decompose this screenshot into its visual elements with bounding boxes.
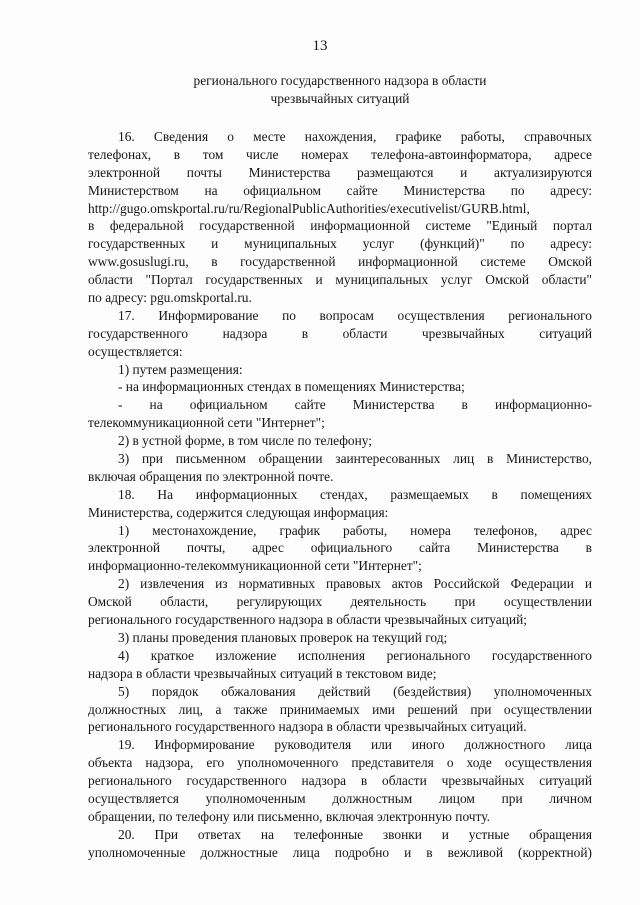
paragraph-line: по адресу: pgu.omskportal.ru. <box>88 290 252 306</box>
paragraph <box>88 522 592 576</box>
paragraph-line: http://gugo.omskportal.ru/ru/RegionalPublicAuthorities/executivelist/GURB.html, <box>88 200 530 216</box>
heading-line: регионального государственного надзора в области <box>193 73 487 88</box>
paragraph <box>88 307 592 361</box>
paragraph-line: электронной почты, адрес официального сайта Министерства в <box>88 540 592 556</box>
paragraph <box>88 396 592 432</box>
paragraph-line: информационно-телекоммуникационной сети "Интернет"; <box>88 558 422 574</box>
paragraph-line: 1) путем размещения: <box>118 361 243 377</box>
paragraph-line: регионального государственного надзора в области чрезвычайных ситуаций <box>88 773 592 789</box>
paragraph-line: 4) краткое изложение исполнения регионального государственного <box>118 647 592 663</box>
paragraph-line: 2) извлечения из нормативных правовых актов Российской Федерации и <box>118 576 592 592</box>
paragraph-line: регионального государственного надзора в области чрезвычайных ситуаций. <box>88 719 527 735</box>
paragraph-line: 3) при письменном обращении заинтересованных лиц в Министерство, <box>118 451 592 467</box>
paragraph-line: 18. На информационных стендах, размещаемых в помещениях <box>118 486 592 502</box>
paragraph-line: обращении, по телефону или письменно, включая электронную почту. <box>88 808 490 824</box>
paragraph <box>88 361 592 379</box>
paragraph <box>88 378 592 396</box>
paragraph-line: области "Портал государственных и муниципальных услуг Омской области" <box>88 272 592 288</box>
paragraph-line: государственных и муниципальных услуг (функций)" по адресу: <box>88 236 592 252</box>
paragraph-line: 17. Информирование по вопросам осуществления регионального <box>118 307 592 323</box>
paragraph-line: электронной почты Министерства размещаются и актуализируются <box>88 164 592 180</box>
document-body <box>88 128 592 862</box>
paragraph-line: 16. Сведения о месте нахождения, графике работы, справочных <box>118 129 592 144</box>
paragraph-line: осуществляется: <box>88 343 183 359</box>
paragraph-line: 20. При ответах на телефонные звонки и устные обращения <box>118 826 592 842</box>
paragraph-line: телефонах, в том числе номерах телефона-автоинформатора, адресе <box>88 146 592 162</box>
paragraph-line: 2) в устной форме, в том числе по телефону; <box>118 433 373 449</box>
paragraph-line: Омской области, регулирующих деятельность при осуществлении <box>88 594 592 610</box>
paragraph-line: - на информационных стендах в помещениях Министерства; <box>118 379 465 395</box>
paragraph-line: телекоммуникационной сети "Интернет"; <box>88 415 325 431</box>
paragraph <box>88 683 592 737</box>
paragraph-line: в федеральной государственной информационной системе "Единый портал <box>88 218 592 234</box>
paragraph <box>88 575 592 629</box>
paragraph <box>88 450 592 486</box>
paragraph <box>88 432 592 450</box>
paragraph-line: надзора в области чрезвычайных ситуаций в текстовом виде; <box>88 665 437 681</box>
page-number: 13 <box>312 38 328 54</box>
paragraph <box>88 736 592 825</box>
paragraph-line: осуществляется уполномоченным должностным лицом при личном <box>88 790 592 806</box>
paragraph <box>88 486 592 522</box>
paragraph-line: регионального государственного надзора в области чрезвычайных ситуаций; <box>88 612 527 628</box>
paragraph-line: 1) местонахождение, график работы, номера телефонов, адрес <box>118 522 592 538</box>
paragraph-line: www.gosuslugi.ru, в государственной информационной системе Омской <box>88 254 592 270</box>
heading-line: чрезвычайных ситуаций <box>270 91 410 106</box>
paragraph-line: государственного надзора в области чрезвычайных ситуаций <box>88 325 592 341</box>
paragraph-line: - на официальном сайте Министерства в информационно- <box>118 397 592 413</box>
paragraph-line: Министерством на официальном сайте Министерства по адресу: <box>88 182 592 198</box>
paragraph-line: Министерства, содержится следующая информация: <box>88 504 389 520</box>
paragraph <box>88 128 592 307</box>
paragraph <box>88 647 592 683</box>
paragraph-line: уполномоченные должностные лица подробно и в вежливой (корректной) <box>88 844 592 860</box>
paragraph-line: включая обращения по электронной почте. <box>88 468 334 484</box>
paragraph <box>88 629 592 647</box>
paragraph-line: 19. Информирование руководителя или иного должностного лица <box>118 737 592 753</box>
section-heading <box>90 72 590 108</box>
paragraph-line: объекта надзора, его уполномоченного представителя о ходе осуществления <box>88 755 592 771</box>
paragraph-line: 3) планы проведения плановых проверок на текущий год; <box>118 629 448 645</box>
paragraph-line: 5) порядок обжалования действий (бездействия) уполномоченных <box>118 683 592 699</box>
paragraph <box>88 826 592 862</box>
paragraph-line: должностных лиц, а также принимаемых ими решений при осуществлении <box>88 701 592 717</box>
